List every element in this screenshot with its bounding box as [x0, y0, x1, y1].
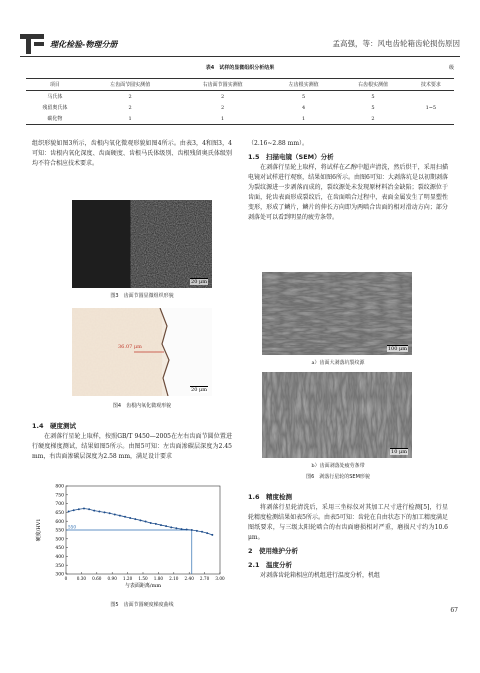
fig6b-label: b）齿面剥落处疲劳条带: [311, 463, 365, 469]
fig6a-sem-image: [262, 272, 412, 355]
section-heading-1-4: 1.4 硬度测试: [32, 422, 77, 430]
fig5-hardness-chart: [32, 478, 232, 596]
table4-caption: 表4 试样的显微组织分析结果: [205, 65, 275, 71]
journal-name: 理化检验-物理分册: [50, 40, 118, 49]
section-heading-2: 2 使用维护分析: [248, 547, 299, 555]
y-tick-label: 800: [55, 484, 64, 490]
fig4-caption: 图4 齿根内氧化微观形貌: [112, 403, 172, 409]
data-point: [186, 528, 188, 530]
data-point: [170, 526, 172, 528]
table-cell: 5: [371, 93, 375, 100]
table-header-cell: 右齿根实测值: [357, 82, 388, 88]
data-point: [83, 508, 85, 510]
x-tick-label: 1.50: [138, 576, 148, 581]
x-axis-label: 与表面距离/mm: [124, 583, 162, 589]
y-tick-label: 400: [55, 555, 64, 560]
running-title: 孟高强，等：风电齿轮箱齿轮损伤原因: [332, 39, 460, 48]
fig4-micrograph: [72, 308, 212, 396]
table-header-cell: 项目: [49, 82, 60, 88]
paragraph: 将剥落行星轮清洗后，采用三坐标仪对其加工尺寸进行检测[5]，行星轮精度检测结果如表5所示。由表5可知：齿轮在自由状态下的加工精度满足图纸要求，与三级太阳轮啮合的右齿面磨损相对严重，磨损尺寸约为10.6 μm。: [248, 504, 448, 541]
table-cell: 2: [221, 104, 225, 111]
fig6a-scale-bar: 100 μm: [387, 346, 407, 352]
page-number: 67: [450, 607, 458, 614]
left-text-bottom: [32, 418, 232, 462]
data-point: [155, 523, 157, 525]
y-tick-label: 750: [55, 493, 64, 499]
table-cell: 2: [128, 93, 132, 100]
data-point: [175, 527, 177, 529]
table-cell: [408, 113, 454, 125]
y-tick-label: 350: [55, 563, 64, 569]
series-line: [69, 509, 213, 535]
table-row: [26, 102, 454, 113]
y-tick-label: 300: [55, 572, 64, 578]
fig4-measure-label: 36.07 μm: [118, 344, 142, 350]
section-heading-1-6: 1.6 精度检测: [248, 493, 293, 501]
right-text-top: [248, 139, 448, 223]
table-cell: 2: [371, 115, 375, 122]
table-cell: 1~5: [425, 104, 437, 111]
data-point: [211, 534, 213, 536]
table-cell: 5: [301, 93, 306, 100]
table-cell: 1: [221, 115, 225, 122]
data-point: [150, 522, 152, 524]
y-tick-label: 700: [55, 502, 64, 508]
table4: [26, 78, 454, 125]
table-header-cell: 左齿根实测值: [288, 82, 319, 88]
fig3-micrograph: [72, 200, 212, 288]
data-point: [139, 519, 141, 521]
table4-unit: 级: [448, 65, 454, 71]
data-point: [196, 530, 198, 532]
fig4-scale-bar: 20 μm: [191, 387, 207, 393]
left-text-top: [32, 139, 232, 169]
x-tick-label: 0.60: [92, 576, 102, 581]
y-tick-label: 600: [55, 519, 64, 525]
data-point: [160, 524, 162, 526]
data-point: [78, 508, 80, 510]
page-header: [20, 34, 460, 56]
table-cell: 1: [301, 115, 306, 122]
data-point: [165, 525, 167, 527]
table-cell: 马氏体: [47, 94, 63, 100]
data-point: [73, 509, 75, 511]
data-point: [145, 521, 147, 523]
x-tick-label: 2.40: [184, 576, 194, 581]
data-point: [88, 508, 90, 510]
x-tick-label: 0: [64, 576, 68, 581]
table-row: [26, 113, 454, 125]
y-tick-label: 450: [55, 546, 64, 552]
paragraph: （2.16~2.88 mm）。: [248, 140, 309, 147]
data-point: [93, 510, 95, 512]
data-point: [124, 516, 126, 518]
reference-annotation: 550: [68, 524, 76, 530]
data-point: [119, 515, 121, 517]
header-rule: [20, 56, 460, 57]
fig6b-scale-bar: 10 μm: [391, 449, 407, 455]
y-tick-label: 650: [55, 511, 64, 516]
fig3-scale-bar: 20 μm: [191, 279, 207, 285]
table-cell: 1: [128, 115, 132, 122]
x-tick-label: 3.00: [215, 576, 225, 581]
paragraph: 在剥落行星轮上取样，将试样在乙醇中超声清洗，然后烘干，采用扫描电镜对试样进行观察，结果如图6所示。由图6可知：大剥落坑是以初期剥落为裂纹源进一步剥落而成的，裂纹源处未发现原材料冶金缺陷；裂纹源位于齿面，轮齿表面形成裂纹后，在齿面啮合过程中，表面金属发生了明显塑性变形，形成了鳞片，鳞片的伸长方向即为两啮合齿面的相对滑动方向；部分剥落处可以看到明显的疲劳条带。: [248, 164, 448, 221]
x-tick-label: 2.10: [169, 576, 179, 581]
paragraph: 对剥落齿轮箱相应的机组进行温度分析，机组: [260, 572, 381, 579]
table-header-row: [26, 79, 454, 91]
fig6-caption: 图6 剥落行星轮的SEM形貌: [306, 474, 370, 480]
fig6b-sem-image: [262, 372, 412, 458]
x-tick-label: 1.20: [122, 576, 133, 581]
data-point: [68, 511, 70, 513]
table-cell: 4: [301, 104, 306, 111]
x-tick-label: 0.30: [76, 576, 87, 581]
table-row: [26, 91, 454, 103]
table-cell: 2: [221, 93, 225, 100]
data-point: [181, 528, 183, 530]
table-header-cell: 右齿面节圆实测值: [202, 82, 243, 88]
y-axis-label: 硬度/HV1: [36, 518, 42, 542]
section-heading-1-5: 1.5 扫描电镜（SEM）分析: [248, 153, 334, 161]
data-point: [191, 529, 193, 531]
x-tick-label: 0.90: [107, 576, 117, 581]
data-point: [114, 514, 116, 516]
data-point: [98, 511, 100, 513]
table-header-cell: 技术要求: [420, 82, 441, 88]
data-point: [206, 532, 208, 534]
table-cell: 2: [128, 104, 132, 111]
x-tick-label: 2.70: [199, 576, 210, 581]
table-cell: [408, 91, 454, 103]
data-point: [129, 517, 131, 519]
table-header-cell: 左齿面节圆实测值: [110, 82, 151, 88]
y-tick-label: 550: [55, 528, 64, 534]
right-text-bottom: [248, 489, 448, 581]
table-cell: 碳化物: [47, 116, 63, 122]
paragraph: 在剥落行星轮上取样，按照GB/T 9450—2005在左右齿面节圆位置进行硬度梯度测试，结果如图5所示。由图5可知：左齿面渗碳层深度为2.45 mm，右齿面渗碳层深度为2.58 mm，满足设计要求: [32, 433, 232, 460]
x-tick-label: 1.80: [153, 576, 164, 581]
paragraph: 组织形貌如图3所示，齿根内氧化微观形貌如图4所示。由表3，4和图3，4可知：齿根内氧化深度、齿面硬度、齿根马氏体级别、齿根残留奥氏体级别均不符合相应技术要求。: [32, 140, 232, 167]
data-point: [104, 511, 106, 513]
section-heading-2-1: 2.1 温度分析: [248, 561, 293, 569]
fig6a-label: a）齿面大剥落坑裂纹源: [311, 360, 365, 366]
fig3-caption: 图3 齿面节圆显微组织形貌: [110, 293, 174, 299]
fig5-caption: 图5 齿面节圆硬度梯度曲线: [110, 602, 174, 608]
data-point: [109, 512, 111, 514]
journal-logo-icon: [20, 34, 44, 54]
y-tick-label: 500: [55, 537, 64, 543]
data-point: [134, 518, 136, 520]
table-cell: 5: [371, 104, 375, 111]
table-cell: 残留奥氏体: [42, 105, 68, 111]
data-point: [201, 531, 203, 533]
